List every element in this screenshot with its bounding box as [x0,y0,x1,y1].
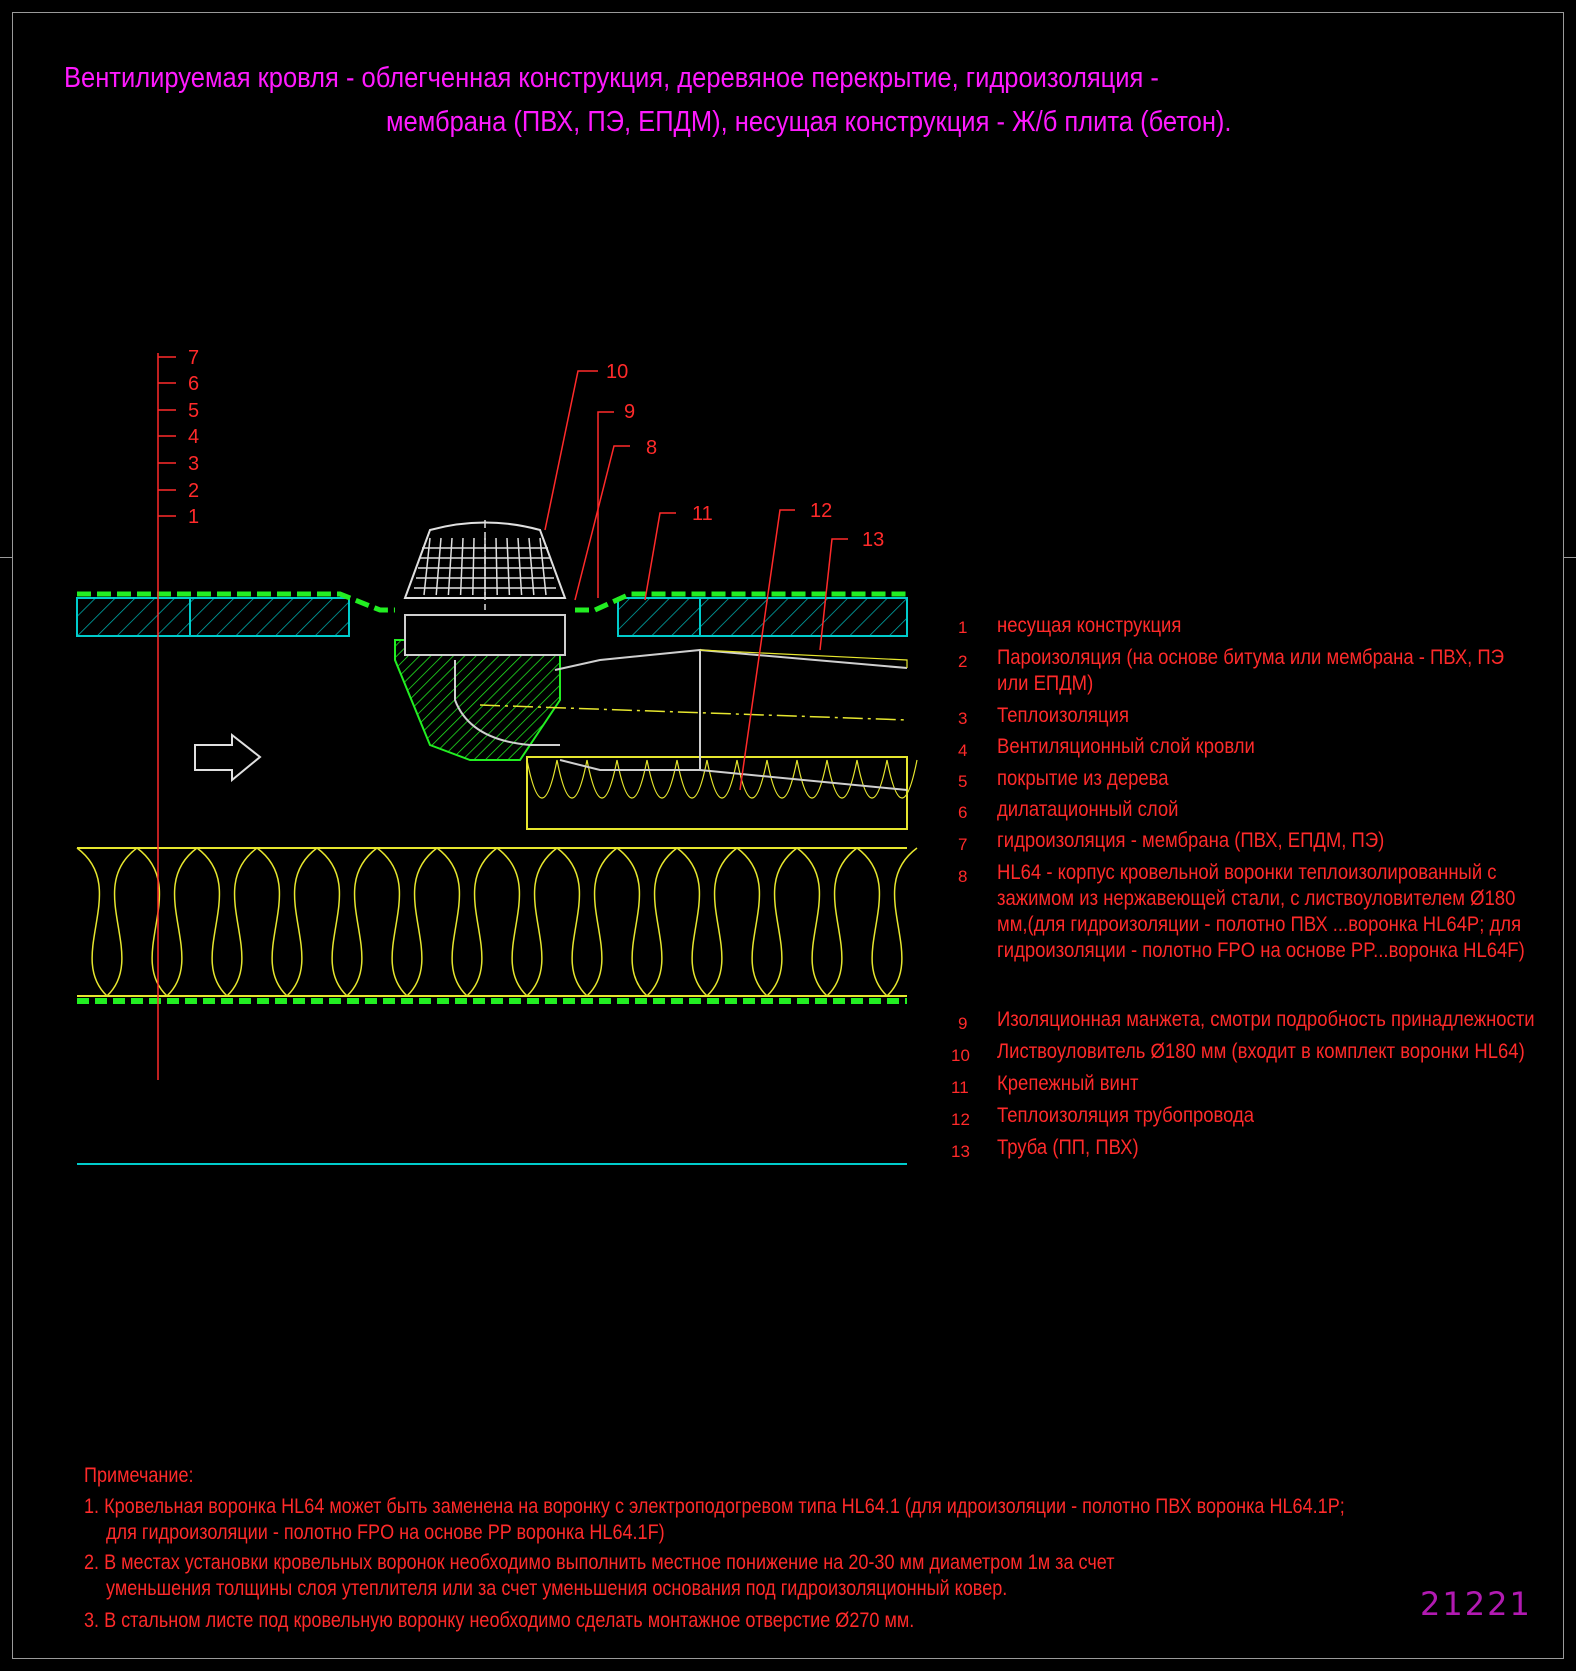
legend-num-6: 6 [958,803,968,822]
note-3: 3. В стальном листе под кровельную воронку необходимо сделать монтажное отверстие Ø270 мм. [84,1609,915,1632]
ruler-labels [188,347,199,528]
note-2-line-1: 2. В местах установки кровельных воронок необходимо выполнить местное понижение на 20-30 мм диаметром 1м за счет [84,1551,1115,1574]
legend-num-11: 11 [951,1078,969,1097]
callout-8: 8 [646,437,658,459]
layer-ruler [158,353,176,1080]
legend-text-13: Труба (ПП, ПВХ) [997,1136,1139,1159]
legend-text-10: Листвоуловитель Ø180 мм (входит в комплект воронки HL64) [997,1040,1525,1063]
legend-num-7: 7 [958,835,968,854]
legend-num-2: 2 [958,652,968,671]
callout-11: 11 [692,503,713,525]
callout-13: 13 [862,529,885,551]
title-line-1: Вентилируемая кровля - облегченная конструкция, деревяное перекрытие, гидроизоляция - [64,62,1159,94]
drain-body-hl64 [395,615,565,760]
legend-text-2: Пароизоляция (на основе битума или мембрана - ПВХ, ПЭ или ЕПДМ) [997,646,1504,695]
notes-heading: Примечание: [84,1464,194,1487]
legend-text-11: Крепежный винт [997,1072,1139,1095]
legend-num-5: 5 [958,772,968,791]
leaf-guard-dome [405,520,565,610]
legend-num-10: 10 [951,1046,970,1065]
layer-label-3: 3 [188,453,200,475]
legend-text-9: Изоляционная манжета, смотри подробность принадлежности [997,1008,1535,1031]
layer-label-7: 7 [188,347,200,369]
callout-9: 9 [624,401,636,423]
pipe-insulation-block [527,757,917,829]
legend-text-12: Теплоизоляция трубопровода [997,1104,1255,1127]
legend-text-7: гидроизоляция - мембрана (ПВХ, ЕПДМ, ПЭ) [997,829,1385,852]
legend-text-1: несущая конструкция [997,614,1182,637]
layer-label-5: 5 [188,400,200,422]
legend-num-13: 13 [951,1142,970,1161]
layer-label-4: 4 [188,426,200,448]
legend-num-3: 3 [958,709,968,728]
legend-num-8: 8 [958,867,968,886]
layer-label-6: 6 [188,373,200,395]
drawing-code: 21221 [1420,1585,1532,1623]
title-line-2: мембрана (ПВХ, ПЭ, ЕПДМ), несущая конструкция - Ж/б плита (бетон). [386,106,1232,138]
legend-text-5: покрытие из дерева [997,767,1169,790]
callout-leaders [545,371,848,790]
flow-arrow [195,735,260,780]
callout-10: 10 [606,361,629,383]
legend-text-8: HL64 - корпус кровельной воронки теплоизолированный с зажимом из нержавеющей стали, с листвоуловителем Ø180 мм,(для гидроизоляции - полотно ПВХ ...воронка HL64P; для гидроизоляции - полотно FPO на основе PP...воронка HL64F) [997,861,1525,962]
legend-num-4: 4 [958,741,968,760]
legend-text-3: Теплоизоляция [997,704,1129,727]
callout-numbers [606,361,884,551]
layer-label-1: 1 [188,506,200,528]
note-1-line-2: для гидроизоляции - полотно FPO на основе PP воронка HL64.1F) [106,1521,665,1544]
callout-12: 12 [810,500,833,522]
note-2-line-2: уменьшения толщины слоя утеплителя или за счет уменьшения основания под гидроизоляционный ковер. [106,1577,1008,1600]
legend-num-9: 9 [958,1014,968,1033]
legend-num-12: 12 [951,1110,970,1129]
legend-text-6: дилатационный слой [997,798,1179,821]
note-1-line-1: 1. Кровельная воронка HL64 может быть заменена на воронку с электроподогревом типа HL64.1 (для идроизоляции - полотно ПВХ воронка HL64.1P; [84,1495,1345,1518]
base-insulation [77,848,917,996]
legend-text-4: Вентиляционный слой кровли [997,735,1255,758]
legend-num-1: 1 [958,618,968,637]
layer-label-2: 2 [188,480,200,502]
